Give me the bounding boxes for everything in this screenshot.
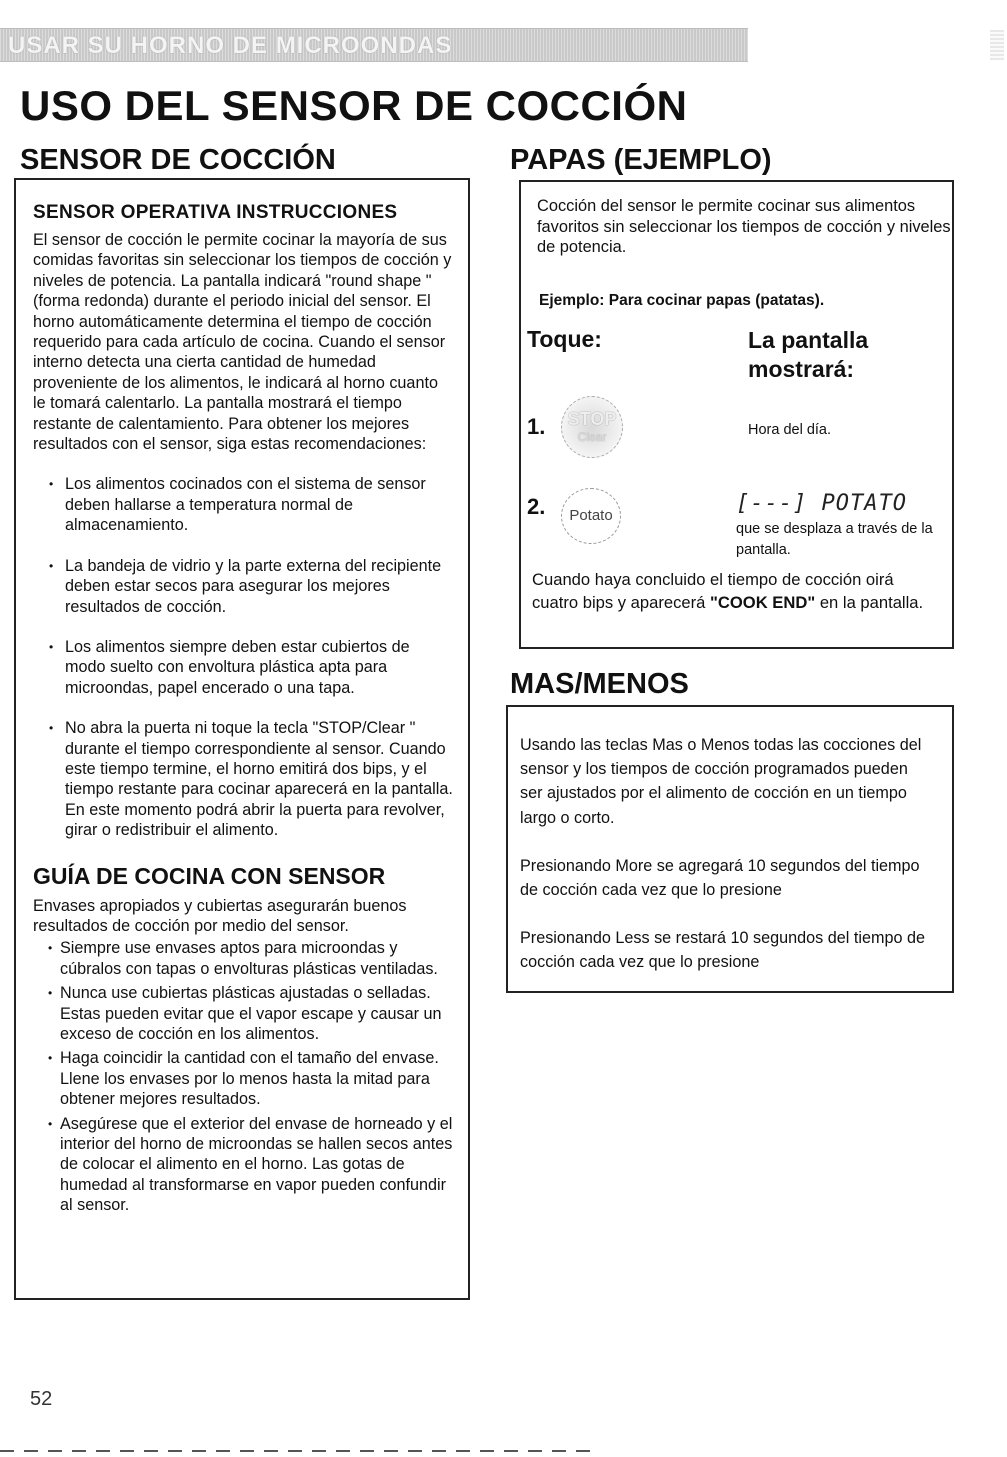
- masmenos-heading: MAS/MENOS: [510, 668, 689, 700]
- sensor-box: [14, 178, 470, 1300]
- list-item: • Siempre use envases aptos para microondas y cúbralos con tapas o envolturas plásticas ventiladas.: [33, 938, 454, 979]
- section-banner: [0, 28, 748, 62]
- touch-column-header: Toque:: [527, 326, 602, 352]
- page-number: 52: [30, 1388, 53, 1410]
- step2-display: que se desplaza a través de la pantalla.: [736, 521, 933, 558]
- edge-mark: [990, 30, 1004, 60]
- list-item: • La bandeja de vidrio y la parte externa del recipiente deben estar secos para asegurar los mejores resultados de cocción.: [33, 556, 454, 617]
- potato-key-icon[interactable]: [561, 488, 621, 544]
- stop-label: STOP: [567, 409, 617, 429]
- guide-title: GUÍA DE COCINA CON SENSOR: [33, 862, 386, 889]
- step-number: 2.: [527, 494, 546, 519]
- guide-intro: Envases apropiados y cubiertas asegurarán buenos resultados de cocción por medio del sensor.: [33, 896, 407, 935]
- potato-key-label: Potato: [569, 507, 613, 524]
- cook-end-text: "COOK END": [710, 593, 816, 612]
- papas-intro: Cocción del sensor le permite cocinar sus alimentos favoritos sin seleccionar los tiempos de cocción y niveles de potencia.: [537, 197, 951, 257]
- papas-heading: PAPAS (EJEMPLO): [510, 144, 772, 176]
- stop-clear-key-icon[interactable]: [561, 396, 623, 458]
- sensor-intro: El sensor de cocción le permite cocinar la mayoría de sus comidas favoritas sin seleccionar los tiempos de cocción y niveles de potencia. La pantalla indicará "round shape " (forma redonda) durante el periodo inicial del sensor. El horno automáticamente determina el tiempo de cocción requerido para cada artículo de cocina. Cuando el sensor interno detecta una cierta cantidad de humedad proveniente de los alimentos, le indicará al horno cuanto le tomará calentarlo. La pantalla mostrará el tiempo restante de calentamiento. Para obtener los mejores resultados con el sensor, siga estas recomendaciones:: [33, 231, 452, 454]
- masmenos-p1: Usando las teclas Mas o Menos todas las cocciones del sensor y los tiempos de cocción programados pueden ser ajustados por el alimento de cocción en un tiempo largo o corto.: [520, 736, 922, 827]
- clear-label: Clear: [577, 430, 607, 444]
- guide-list: [33, 938, 454, 1215]
- list-item: • Los alimentos cocinados con el sistema de sensor deben hallarse a temperatura normal de almacenamiento.: [33, 474, 454, 535]
- papas-example: Ejemplo: Para cocinar papas (patatas).: [539, 292, 825, 309]
- footer-line: [0, 1450, 600, 1452]
- page-title: USO DEL SENSOR DE COCCIÓN: [20, 82, 688, 129]
- papas-box: [519, 180, 954, 649]
- sensor-box-title: SENSOR OPERATIVA INSTRUCCIONES: [33, 202, 398, 223]
- list-item: • No abra la puerta ni toque la tecla "STOP/Clear " durante el tiempo correspondiente al sensor. Cuando este tiempo termine, el horno emitirá dos bips, y el tiempo restante para cocinar aparecerá en la pantalla. En este momento podrá abrir la puerta para revolver, girar o redistribuir el alimento.: [33, 718, 454, 840]
- step1-display: Hora del día.: [748, 422, 832, 438]
- list-item: • Haga coincidir la cantidad con el tamaño del envase. Llene los envases por lo menos hasta la mitad para obtener mejores resultados.: [33, 1048, 454, 1109]
- sensor-recommendations: [33, 474, 454, 840]
- outro-text: Cuando haya concluido el tiempo de cocción oirá cuatro bips y aparecerá: [532, 570, 894, 612]
- list-item: • Asegúrese que el exterior del envase de horneado y el interior del horno de microondas se hallen secos antes de colocar el alimento en el horno. Las gotas de humedad al transformarse en vapor pueden confundir al sensor.: [33, 1114, 454, 1216]
- sensor-heading: SENSOR DE COCCIÓN: [20, 144, 336, 176]
- outro-text-end: en la pantalla.: [815, 593, 924, 612]
- masmenos-box: [506, 705, 954, 993]
- display-column-header: La pantalla mostrará:: [748, 327, 869, 382]
- banner-text: USAR SU HORNO DE MICROONDAS: [8, 32, 453, 59]
- papas-outro: [532, 568, 942, 614]
- list-item: • Los alimentos siempre deben estar cubiertos de modo suelto con envoltura plástica apta para microondas, papel encerado o una tapa.: [33, 637, 454, 698]
- masmenos-p2: Presionando More se agregará 10 segundos del tiempo de cocción cada vez que lo presione: [520, 856, 920, 900]
- lcd-display: [---] POTATO: [736, 491, 907, 516]
- step-number: 1.: [527, 414, 546, 439]
- masmenos-p3: Presionando Less se restará 10 segundos del tiempo de cocción cada vez que lo presione: [520, 929, 925, 972]
- list-item: • Nunca use cubiertas plásticas ajustadas o selladas. Estas pueden evitar que el vapor escape y causar un exceso de cocción en los alimentos.: [33, 983, 454, 1044]
